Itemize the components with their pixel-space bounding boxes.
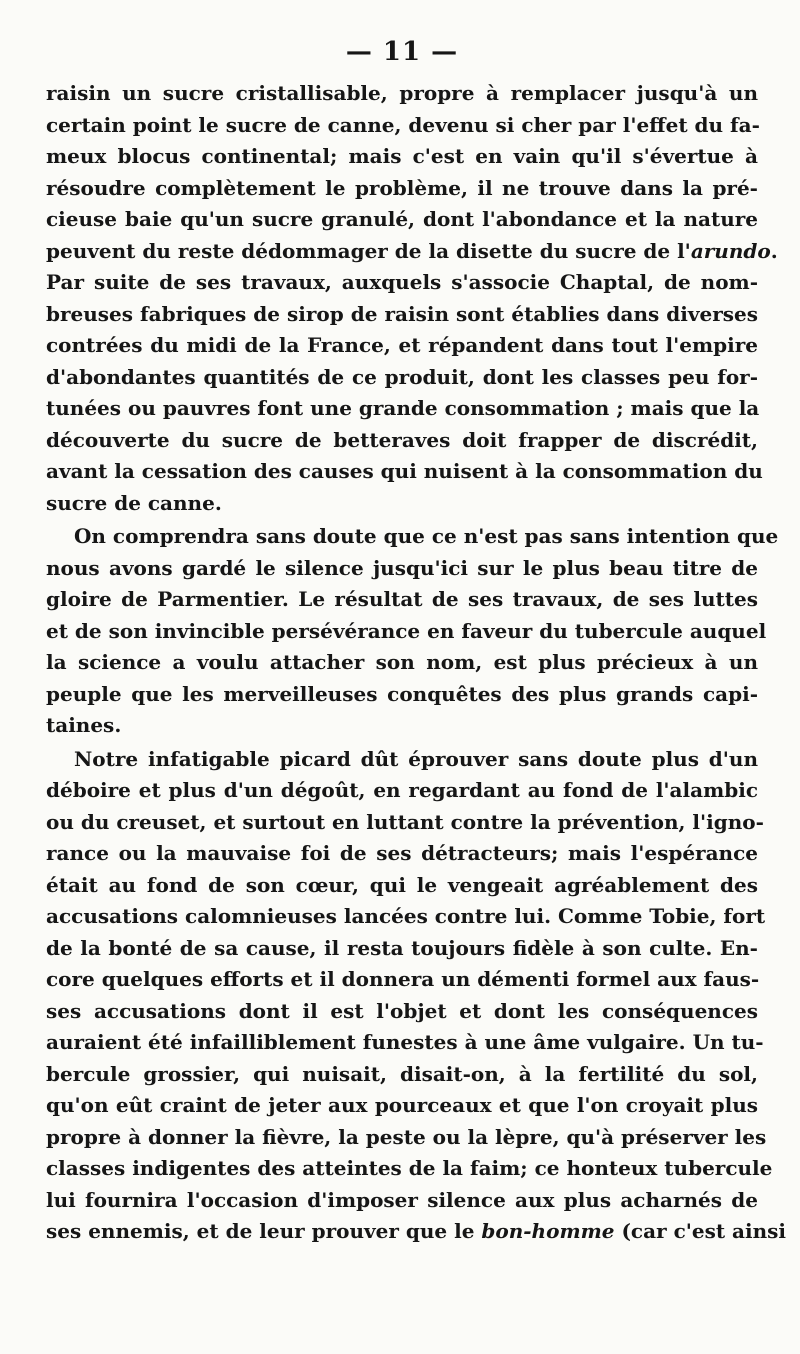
text-line: tunées ou pauvres font une grande consommation ; mais que la — [46, 396, 760, 420]
text-line: la science a voulu attacher son nom, est plus précieux à un — [46, 650, 758, 674]
paragraph — [46, 521, 779, 742]
text-line: sucre de canne. — [46, 490, 222, 515]
text-line: ou du creuset, et surtout en luttant contre la prévention, l'igno- — [46, 809, 764, 834]
text-line: rance ou la mauvaise foi de ses détracteurs; mais l'espérance — [46, 841, 758, 865]
text-line: qu'on eût craint de jeter aux pourceaux et que l'on croyait plus — [46, 1093, 758, 1117]
text-line: propre à donner la fièvre, la peste ou la lèpre, qu'à préserver les — [46, 1124, 767, 1149]
text-line: résoudre complètement le problème, il ne trouve dans la pré- — [46, 175, 758, 200]
text-line: accusations calomnieuses lancées contre lui. Comme Tobie, fort — [46, 904, 766, 928]
text-line: découverte du sucre de betteraves doit frapper de discrédit, — [46, 427, 758, 452]
text-line: On comprendra sans doute que ce n'est pas sans intention que — [74, 524, 779, 548]
text-line: déboire et plus d'un dégoût, en regardant au fond de l'alambic — [46, 778, 758, 802]
text-line: meux blocus continental; mais c'est en vain qu'il s'évertue à — [46, 144, 758, 168]
text-line: nous avons gardé le silence jusqu'ici sur le plus beau titre de — [46, 555, 758, 580]
page-number: — 11 — — [345, 37, 459, 67]
text-line: Notre infatigable picard dût éprouver sans doute plus d'un — [74, 746, 758, 771]
text-line: certain point le sucre de canne, devenu si cher par l'effet du fa- — [46, 112, 760, 137]
text-line: lui fournira l'occasion d'imposer silence aux plus acharnés de — [46, 1187, 758, 1212]
text-line: ses accusations dont il est l'objet et dont les conséquences — [46, 998, 758, 1023]
text-line: bercule grossier, qui nuisait, disait-on, à la fertilité du sol, — [46, 1061, 758, 1086]
text-line: core quelques efforts et il donnera un démenti formel aux faus- — [46, 967, 760, 991]
text-line: Par suite de ses travaux, auxquels s'associe Chaptal, de nom- — [46, 270, 758, 294]
text-line: cieuse baie qu'un sucre granulé, dont l'abondance et la nature — [46, 207, 758, 231]
text-line: contrées du midi de la France, et répandent dans tout l'empire — [46, 333, 758, 357]
text-line: classes indigentes des atteintes de la faim; ce honteux tubercule — [46, 1156, 773, 1180]
paragraph — [46, 744, 787, 1248]
paragraph — [46, 78, 778, 519]
text-line: de la bonté de sa cause, il resta toujours fidèle à son culte. En- — [46, 935, 758, 960]
text-line: ses ennemis, et de leur prouver que le bon-homme (car c'est ainsi — [46, 1219, 787, 1243]
text-line: peuvent du reste dédommager de la disette du sucre de l'arundo. — [46, 238, 778, 263]
text-line: gloire de Parmentier. Le résultat de ses travaux, de ses luttes — [46, 587, 758, 611]
text-line: et de son invincible persévérance en faveur du tubercule auquel — [46, 618, 767, 643]
text-line: d'abondantes quantités de ce produit, dont les classes peu for- — [46, 364, 758, 389]
body-text — [46, 78, 787, 1250]
text-line: taines. — [46, 713, 122, 737]
text-line: avant la cessation des causes qui nuisent à la consommation du — [46, 459, 763, 483]
book-page — [46, 32, 787, 1250]
text-line: breuses fabriques de sirop de raisin sont établies dans diverses — [46, 301, 758, 326]
text-line: était au fond de son cœur, qui le vengeait agréablement des — [46, 872, 758, 897]
text-line: peuple que les merveilleuses conquêtes des plus grands capi- — [46, 681, 758, 706]
text-line: raisin un sucre cristallisable, propre à remplacer jusqu'à un — [46, 81, 758, 105]
text-line: auraient été infailliblement funestes à une âme vulgaire. Un tu- — [46, 1030, 764, 1054]
